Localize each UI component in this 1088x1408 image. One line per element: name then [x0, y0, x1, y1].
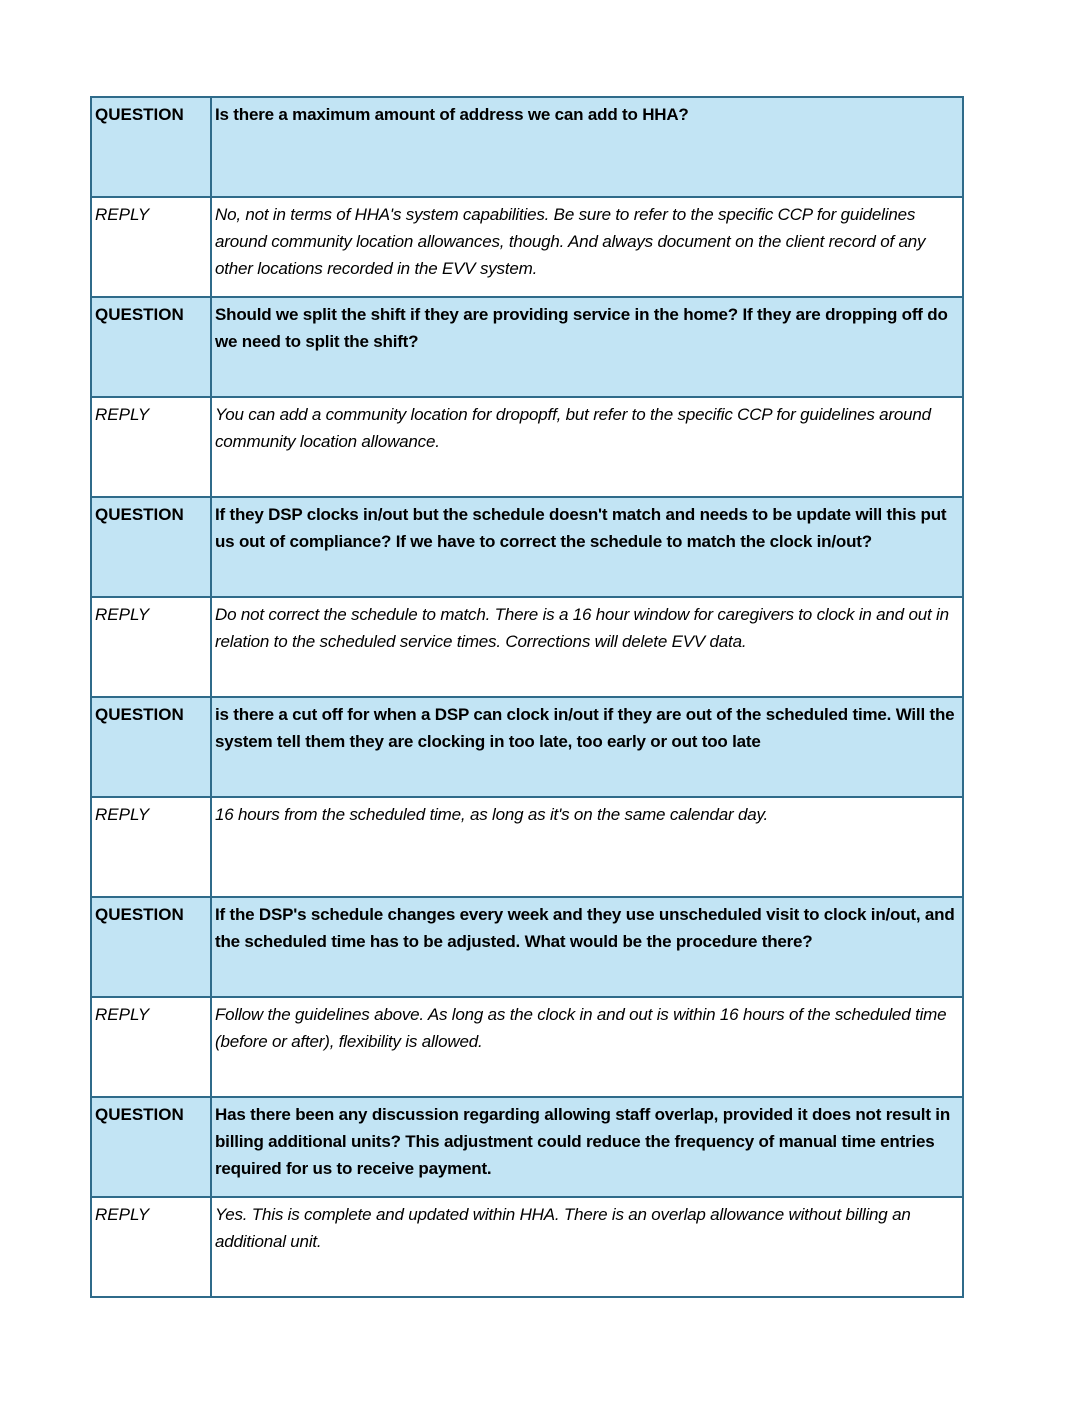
question-row	[91, 897, 963, 997]
reply-text: Do not correct the schedule to match. There is a 16 hour window for caregivers to clock in and out in relation to the scheduled service times. Corrections will delete EVV data.	[211, 597, 963, 697]
question-row	[91, 97, 963, 197]
row-label: REPLY	[91, 1197, 211, 1297]
reply-text: No, not in terms of HHA's system capabilities. Be sure to refer to the specific CCP for guidelines around community location allowances, though. And always document on the client record of any other locations recorded in the EVV system.	[211, 197, 963, 297]
reply-row	[91, 797, 963, 897]
row-label: REPLY	[91, 597, 211, 697]
reply-row	[91, 397, 963, 497]
reply-row	[91, 197, 963, 297]
row-label: QUESTION	[91, 97, 211, 197]
question-text: Is there a maximum amount of address we can add to HHA?	[211, 97, 963, 197]
row-label: QUESTION	[91, 297, 211, 397]
reply-text: 16 hours from the scheduled time, as long as it's on the same calendar day.	[211, 797, 963, 897]
row-label: QUESTION	[91, 897, 211, 997]
row-label: REPLY	[91, 197, 211, 297]
question-text: If they DSP clocks in/out but the schedule doesn't match and needs to be update will this put us out of compliance? If we have to correct the schedule to match the clock in/out?	[211, 497, 963, 597]
reply-row	[91, 1197, 963, 1297]
reply-text: You can add a community location for dropopff, but refer to the specific CCP for guidelines around community location allowance.	[211, 397, 963, 497]
row-label: REPLY	[91, 397, 211, 497]
question-text: Has there been any discussion regarding allowing staff overlap, provided it does not result in billing additional units? This adjustment could reduce the frequency of manual time entries required for us to receive payment.	[211, 1097, 963, 1197]
question-text: If the DSP's schedule changes every week and they use unscheduled visit to clock in/out, and the scheduled time has to be adjusted. What would be the procedure there?	[211, 897, 963, 997]
question-text: is there a cut off for when a DSP can clock in/out if they are out of the scheduled time. Will the system tell them they are clocking in too late, too early or out too late	[211, 697, 963, 797]
question-row	[91, 497, 963, 597]
reply-text: Yes. This is complete and updated within HHA. There is an overlap allowance without billing an additional unit.	[211, 1197, 963, 1297]
reply-row	[91, 597, 963, 697]
qa-table	[90, 96, 964, 1298]
row-label: QUESTION	[91, 1097, 211, 1197]
question-row	[91, 697, 963, 797]
row-label: REPLY	[91, 797, 211, 897]
question-row	[91, 297, 963, 397]
reply-row	[91, 997, 963, 1097]
row-label: QUESTION	[91, 497, 211, 597]
row-label: QUESTION	[91, 697, 211, 797]
reply-text: Follow the guidelines above. As long as the clock in and out is within 16 hours of the scheduled time (before or after), flexibility is allowed.	[211, 997, 963, 1097]
question-row	[91, 1097, 963, 1197]
question-text: Should we split the shift if they are providing service in the home? If they are dropping off do we need to split the shift?	[211, 297, 963, 397]
row-label: REPLY	[91, 997, 211, 1097]
